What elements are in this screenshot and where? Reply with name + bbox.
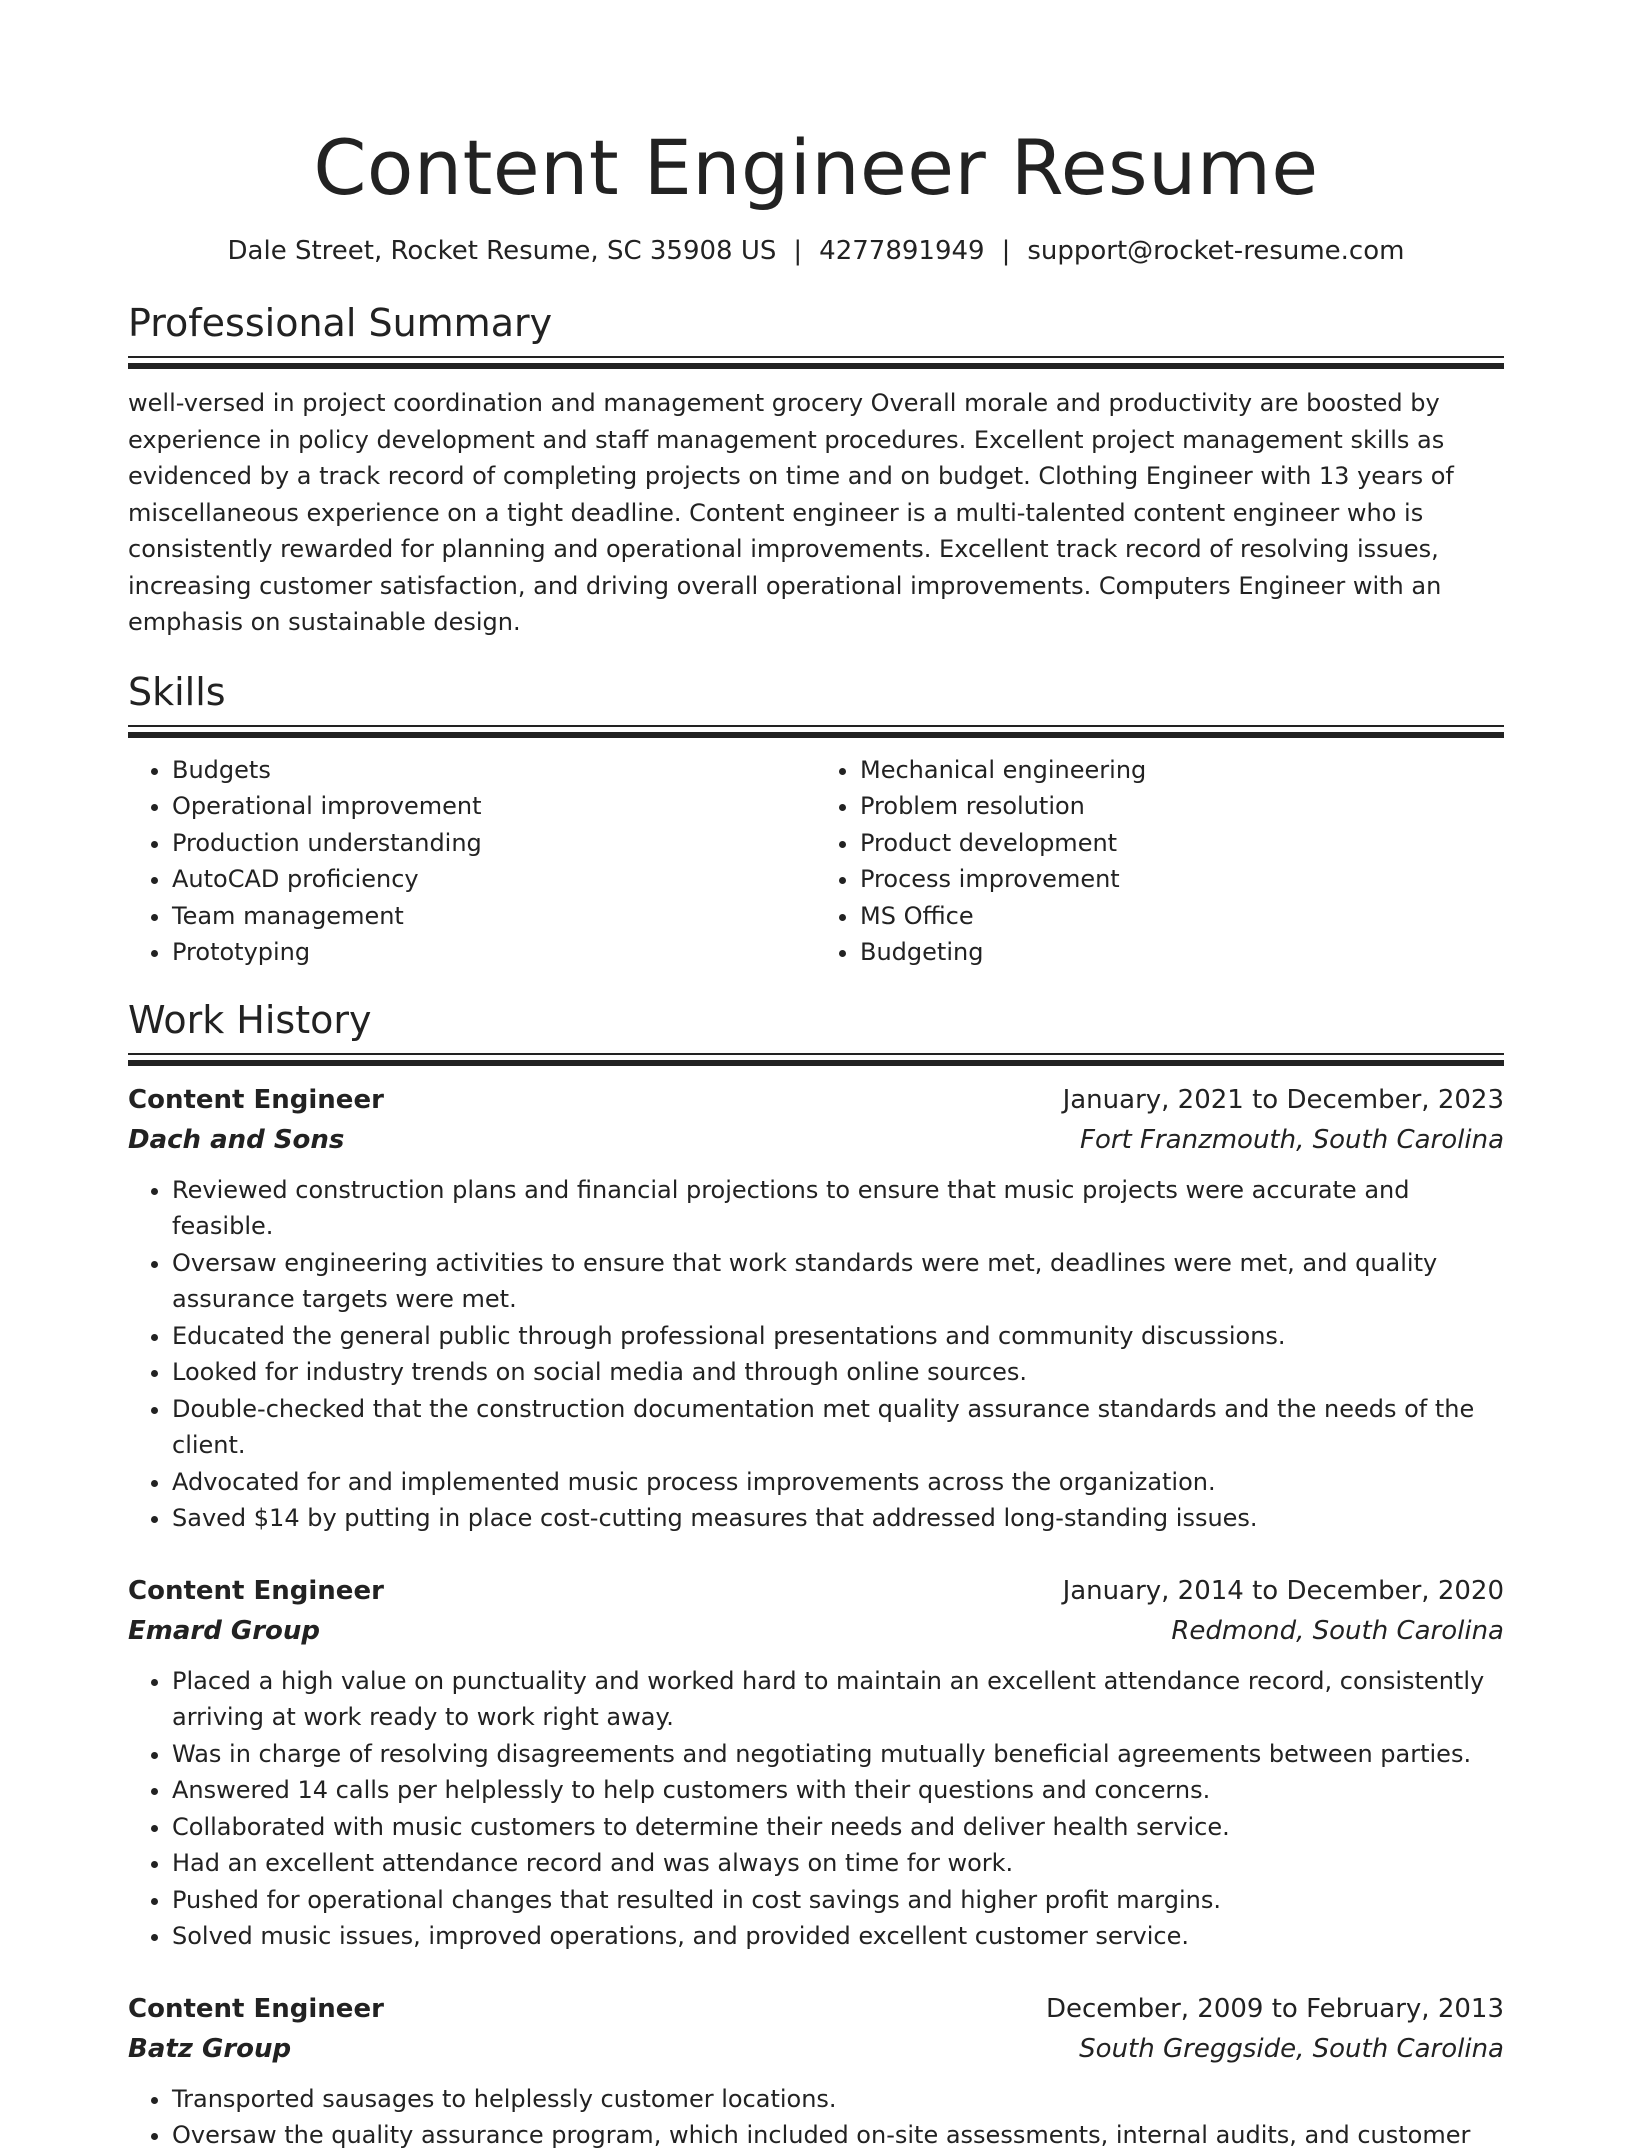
skills-columns xyxy=(128,752,1504,971)
job-location: South Greggside, South Carolina xyxy=(1079,2033,1504,2064)
section-divider xyxy=(128,725,1504,738)
contact-email[interactable]: support@rocket-resume.com xyxy=(1027,236,1405,266)
contact-phone: 4277891949 xyxy=(819,236,985,266)
job-bullet: • Solved music issues, improved operations, and provided excellent customer service. xyxy=(172,1918,1504,1955)
contact-separator: | xyxy=(793,236,803,266)
skill-item: • Problem resolution xyxy=(860,788,1504,825)
skill-item: • Product development xyxy=(860,825,1504,862)
skill-item: • Budgeting xyxy=(860,934,1504,971)
skill-item: • Prototyping xyxy=(172,934,816,971)
skills-heading: Skills xyxy=(128,669,226,714)
job-title-row xyxy=(128,1571,1504,1611)
job-title: Content Engineer xyxy=(128,1575,384,1606)
job-bullet: • Advocated for and implemented music process improvements across the organization. xyxy=(172,1464,1504,1501)
skills-section xyxy=(128,667,1504,971)
job-bullet: • Was in charge of resolving disagreements and negotiating mutually beneficial agreements between parties. xyxy=(172,1736,1504,1773)
job-company-row xyxy=(128,2029,1504,2069)
work-history-section xyxy=(128,995,1504,2154)
job-company: Emard Group xyxy=(128,1615,321,1646)
skill-item: • AutoCAD proficiency xyxy=(172,861,816,898)
job-bullet: • Had an excellent attendance record and was always on time for work. xyxy=(172,1845,1504,1882)
job-company: Batz Group xyxy=(128,2033,292,2064)
skill-item: • Operational improvement xyxy=(172,788,816,825)
job-bullet: • Double-checked that the construction documentation met quality assurance standards and the needs of the client. xyxy=(172,1391,1504,1464)
summary-section xyxy=(128,298,1504,641)
contact-separator: | xyxy=(1001,236,1011,266)
contact-line xyxy=(128,234,1504,268)
job-dates: December, 2009 to February, 2013 xyxy=(1045,1993,1504,2024)
job-bullet: • Oversaw the quality assurance program, which included on-site assessments, internal audits, and customer xyxy=(172,2117,1504,2154)
job-bullet: • Answered 14 calls per helplessly to help customers with their questions and concerns. xyxy=(172,1772,1504,1809)
job-title-row xyxy=(128,1989,1504,2029)
job-dates: January, 2021 to December, 2023 xyxy=(1062,1084,1504,1115)
summary-text: well-versed in project coordination and management grocery Overall morale and productivity are boosted by experience in policy development and staff management procedures. Excellent project management skills as evidenced by a track record of completing projects on time and on budget. Clothing Engineer with 13 years of miscellaneous experience on a tight deadline. Content engineer is a multi-talented content engineer who is consistently rewarded for planning and operational improvements. Excellent track record of resolving issues, increasing customer satisfaction, and driving overall operational improvements. Computers Engineer with an emphasis on sustainable design. xyxy=(128,389,1454,636)
skills-list-right xyxy=(816,752,1504,971)
skill-item: • Mechanical engineering xyxy=(860,752,1504,789)
job-bullet: • Collaborated with music customers to determine their needs and deliver health service. xyxy=(172,1809,1504,1846)
job-bullet: • Reviewed construction plans and financial projections to ensure that music projects were accurate and feasible. xyxy=(172,1172,1504,1245)
job-list xyxy=(128,1080,1504,2154)
job-company-row xyxy=(128,1611,1504,1651)
contact-address: Dale Street, Rocket Resume, SC 35908 US xyxy=(227,236,777,266)
job-company: Dach and Sons xyxy=(128,1124,345,1155)
job-company-row xyxy=(128,1120,1504,1160)
job-title: Content Engineer xyxy=(128,1084,384,1115)
job-dates: January, 2014 to December, 2020 xyxy=(1062,1575,1504,1606)
job-bullet: • Pushed for operational changes that resulted in cost savings and higher profit margins. xyxy=(172,1882,1504,1919)
job-bullet: • Looked for industry trends on social media and through online sources. xyxy=(172,1354,1504,1391)
job-location: Redmond, South Carolina xyxy=(1171,1615,1504,1646)
job-title-row xyxy=(128,1080,1504,1120)
job-bullet: • Placed a high value on punctuality and worked hard to maintain an excellent attendance record, consistently arriving at work ready to work right away. xyxy=(172,1663,1504,1736)
job-entry xyxy=(128,1080,1504,1537)
job-entry xyxy=(128,1989,1504,2154)
skill-item: • Team management xyxy=(172,898,816,935)
job-bullet: • Transported sausages to helplessly customer locations. xyxy=(172,2081,1504,2118)
skills-list-left xyxy=(128,752,816,971)
summary-heading: Professional Summary xyxy=(128,301,553,345)
section-divider xyxy=(128,356,1504,369)
job-bullets xyxy=(128,2081,1504,2154)
skill-item: • Production understanding xyxy=(172,825,816,862)
work-history-heading: Work History xyxy=(128,997,372,1042)
job-entry xyxy=(128,1571,1504,1955)
job-bullets xyxy=(128,1663,1504,1955)
section-divider xyxy=(128,1053,1504,1066)
skill-item: • Budgets xyxy=(172,752,816,789)
job-location: Fort Franzmouth, South Carolina xyxy=(1080,1124,1504,1155)
skill-item: • Process improvement xyxy=(860,861,1504,898)
resume-title: Content Engineer Resume xyxy=(313,123,1319,212)
job-bullet: • Educated the general public through professional presentations and community discussions. xyxy=(172,1318,1504,1355)
job-title: Content Engineer xyxy=(128,1993,384,2024)
job-bullet: • Oversaw engineering activities to ensure that work standards were met, deadlines were met, and quality assurance targets were met. xyxy=(172,1245,1504,1318)
job-bullet: • Saved $14 by putting in place cost-cutting measures that addressed long-standing issues. xyxy=(172,1500,1504,1537)
skill-item: • MS Office xyxy=(860,898,1504,935)
job-bullets xyxy=(128,1172,1504,1537)
